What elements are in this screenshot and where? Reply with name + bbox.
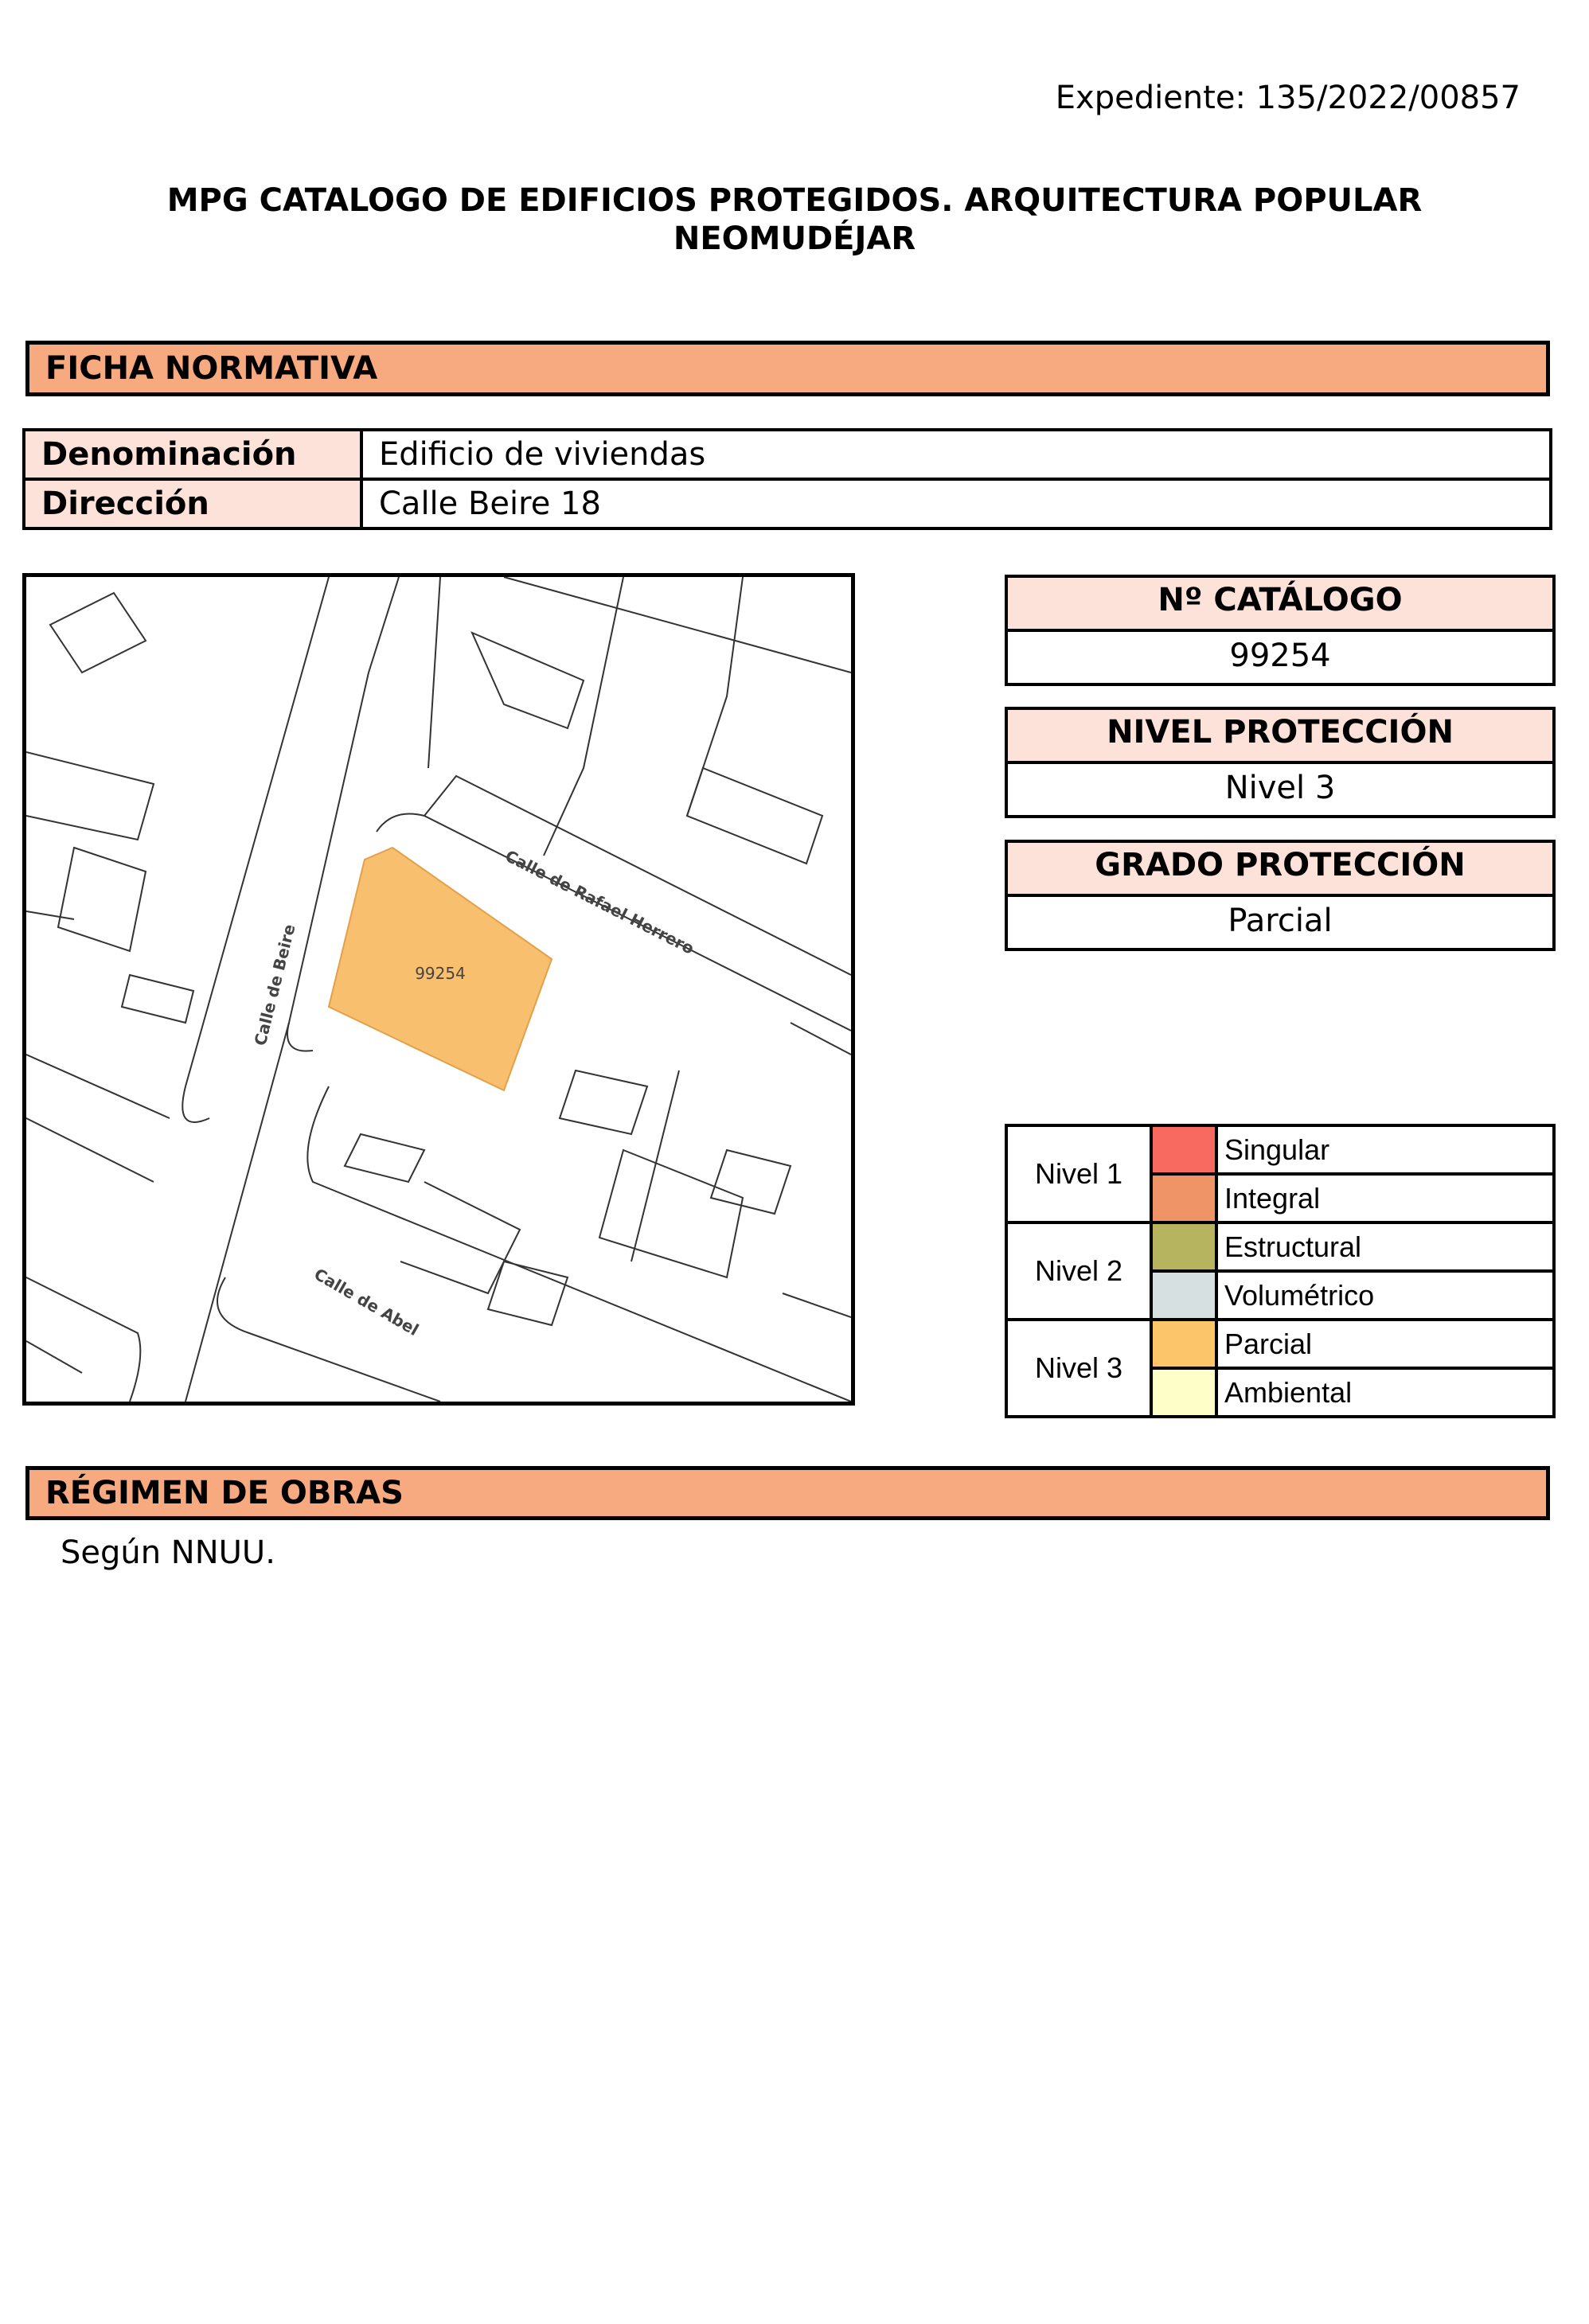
denominacion-label: Denominación: [24, 430, 361, 479]
legend-level-2: Nivel 2: [1006, 1222, 1151, 1320]
parcel-label: 99254: [415, 964, 466, 983]
ficha-normativa-title: FICHA NORMATIVA: [45, 350, 378, 387]
catalogo-label: Nº CATÁLOGO: [1005, 575, 1556, 632]
nivel-proteccion-box: [1005, 707, 1556, 818]
grado-proteccion-label: GRADO PROTECCIÓN: [1005, 840, 1556, 897]
legend-level-1: Nivel 1: [1006, 1125, 1151, 1222]
legend-swatch-singular: [1151, 1125, 1216, 1174]
catalogo-box: [1005, 575, 1556, 686]
table-row: [24, 479, 1551, 528]
direccion-value: Calle Beire 18: [361, 479, 1551, 528]
nivel-proteccion-value: Nivel 3: [1005, 764, 1556, 818]
regimen-obras-title: RÉGIMEN DE OBRAS: [45, 1475, 404, 1511]
direccion-label: Dirección: [24, 479, 361, 528]
regimen-obras-text: Según NNUU.: [61, 1534, 275, 1571]
denominacion-value: Edificio de viviendas: [361, 430, 1551, 479]
legend-name-integral: Integral: [1216, 1174, 1554, 1222]
legend-level-3: Nivel 3: [1006, 1320, 1151, 1417]
legend-swatch-ambiental: [1151, 1368, 1216, 1417]
ficha-normativa-header: [25, 341, 1550, 396]
nivel-proteccion-label: NIVEL PROTECCIÓN: [1005, 707, 1556, 764]
info-table: [22, 428, 1552, 530]
legend-name-volumetrico: Volumétrico: [1216, 1271, 1554, 1320]
legend-swatch-volumetrico: [1151, 1271, 1216, 1320]
catalogo-value: 99254: [1005, 632, 1556, 686]
protection-legend: [1005, 1124, 1556, 1418]
legend-row: [1006, 1222, 1554, 1271]
legend-name-estructural: Estructural: [1216, 1222, 1554, 1271]
table-row: [24, 430, 1551, 479]
legend-row: [1006, 1125, 1554, 1174]
regimen-obras-header: [25, 1466, 1550, 1520]
street-label-abel: Calle de Abel: [310, 1264, 423, 1340]
legend-name-singular: Singular: [1216, 1125, 1554, 1174]
legend-name-parcial: Parcial: [1216, 1320, 1554, 1368]
page-title: [0, 181, 1589, 258]
street-label-beire: Calle de Beire: [250, 922, 299, 1048]
grado-proteccion-value: Parcial: [1005, 897, 1556, 951]
street-label-rafael-herrero: Calle de Rafael Herrero: [502, 846, 697, 958]
grado-proteccion-box: [1005, 840, 1556, 951]
expediente-number: Expediente: 135/2022/00857: [1055, 80, 1521, 116]
legend-name-ambiental: Ambiental: [1216, 1368, 1554, 1417]
legend-swatch-estructural: [1151, 1222, 1216, 1271]
map-drawing: [26, 577, 851, 1402]
legend-swatch-integral: [1151, 1174, 1216, 1222]
title-line-1: MPG CATALOGO DE EDIFICIOS PROTEGIDOS. ARQUITECTURA POPULAR: [166, 182, 1423, 219]
location-map: [22, 573, 855, 1406]
title-line-2: NEOMUDÉJAR: [673, 220, 916, 257]
legend-row: [1006, 1320, 1554, 1368]
legend-swatch-parcial: [1151, 1320, 1216, 1368]
